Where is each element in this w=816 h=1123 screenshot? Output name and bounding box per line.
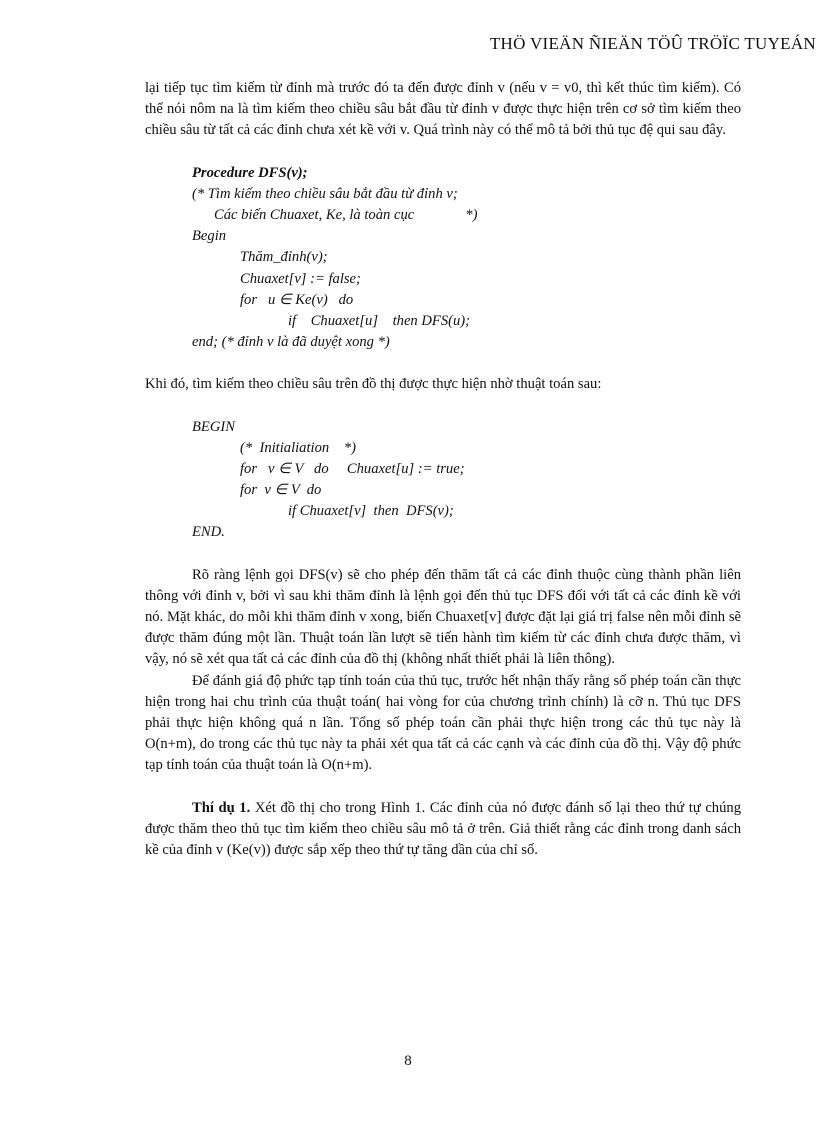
procedure-line-visit: Thăm_đỉnh(v); (240, 249, 328, 266)
main-line-init-loop: for v ∈ V do Chuaxet[u] := true; (240, 460, 465, 477)
main-begin: BEGIN (192, 418, 235, 435)
paragraph-dfs-explanation: Rõ ràng lệnh gọi DFS(v) sẽ cho phép đến thăm tất cả các đỉnh thuộc cùng thành phần liên thông với đỉnh v, bởi vì sau khi thăm đỉnh là lệnh gọi đến thủ tục DFS đối với tất cả các đỉnh kề với nó. Mặt khác, do mỗi khi thăm đỉnh v xong, biến Chuaxet[v] được đặt lại giá trị false nên mỗi đỉnh sẽ được thăm đúng một lần. Thuật toán lần lượt sẽ tiến hành tìm kiếm từ các đỉnh chưa được thăm, vì vậy, nó sẽ xét qua tất cả các đỉnh của đồ thị (không nhất thiết phải là liên thông). (145, 566, 741, 668)
example-label: Thí dụ 1. (192, 799, 251, 816)
procedure-line-for: for u ∈ Ke(v) do (240, 291, 354, 308)
procedure-comment-1: (* Tìm kiếm theo chiều sâu bắt đầu từ đỉnh v; (192, 185, 458, 202)
procedure-begin: Begin (192, 228, 227, 245)
main-line-for: for v ∈ V do (240, 482, 322, 499)
main-end: END. (192, 524, 225, 541)
main-program-block (192, 417, 741, 544)
main-comment: (* Initialiation *) (240, 439, 356, 456)
paragraph-complexity: Để đánh giá độ phức tạp tính toán của thủ tục, trước hết nhận thấy rằng số phép toán cần thực hiện trong hai chu trình của thuật toán( hai vòng for của chương trình chính) là cỡ n. Thủ tục DFS phải thực hiện không quá n lần. Tổng số phép toán cần phải thực hiện trong các thủ tục này là O(n+m), do trong các thủ tục này ta phải xét qua tất cả các cạnh và các đỉnh của đồ thị. Vậy độ phức tạp tính toán của thuật toán là O(n+m). (145, 672, 741, 774)
procedure-line-if: if Chuaxet[u] then DFS(u); (288, 312, 470, 329)
example-text: Xét đồ thị cho trong Hình 1. Các đỉnh của nó được đánh số lại theo thứ tự chúng được thăm theo thủ tục tìm kiếm theo chiều sâu mô tả ở trên. Giả thiết rằng các đỉnh trong danh sách kề của đỉnh v (Ke(v)) được sắp xếp theo thứ tự tăng dần của chỉ số. (145, 799, 741, 859)
page-number: 8 (404, 1053, 412, 1069)
procedure-comment-2: Các biến Chuaxet, Ke, là toàn cục *) (214, 206, 478, 223)
intro-paragraph: lại tiếp tục tìm kiếm từ đỉnh mà trước đó ta đến được đỉnh v (nếu v = v0, thì kết thúc tìm kiếm). Có thể nói nôm na là tìm kiếm theo chiều sâu bắt đầu từ đỉnh v được thực hiện trên cơ sở tìm kiếm theo chiều sâu từ tất cả các đỉnh chưa xét kề với v. Quá trình này có thể mô tả bởi thủ tục đệ qui sau đây. (145, 80, 741, 139)
transition-paragraph: Khi đó, tìm kiếm theo chiều sâu trên đồ thị được thực hiện nhờ thuật toán sau: (145, 376, 602, 393)
page-body (145, 78, 741, 861)
procedure-dfs-block (192, 163, 741, 354)
running-header: THÖ VIEÄN ÑIEÄN TÖÛ TRÖÏC TUYEÁN (489, 34, 816, 53)
example-paragraph (145, 798, 741, 862)
procedure-title: Procedure DFS(v); (192, 164, 308, 181)
procedure-line-assign: Chuaxet[v] := false; (240, 270, 361, 287)
main-line-if: if Chuaxet[v] then DFS(v); (288, 503, 454, 520)
procedure-end: end; (* đỉnh v là đã duyệt xong *) (192, 334, 390, 351)
